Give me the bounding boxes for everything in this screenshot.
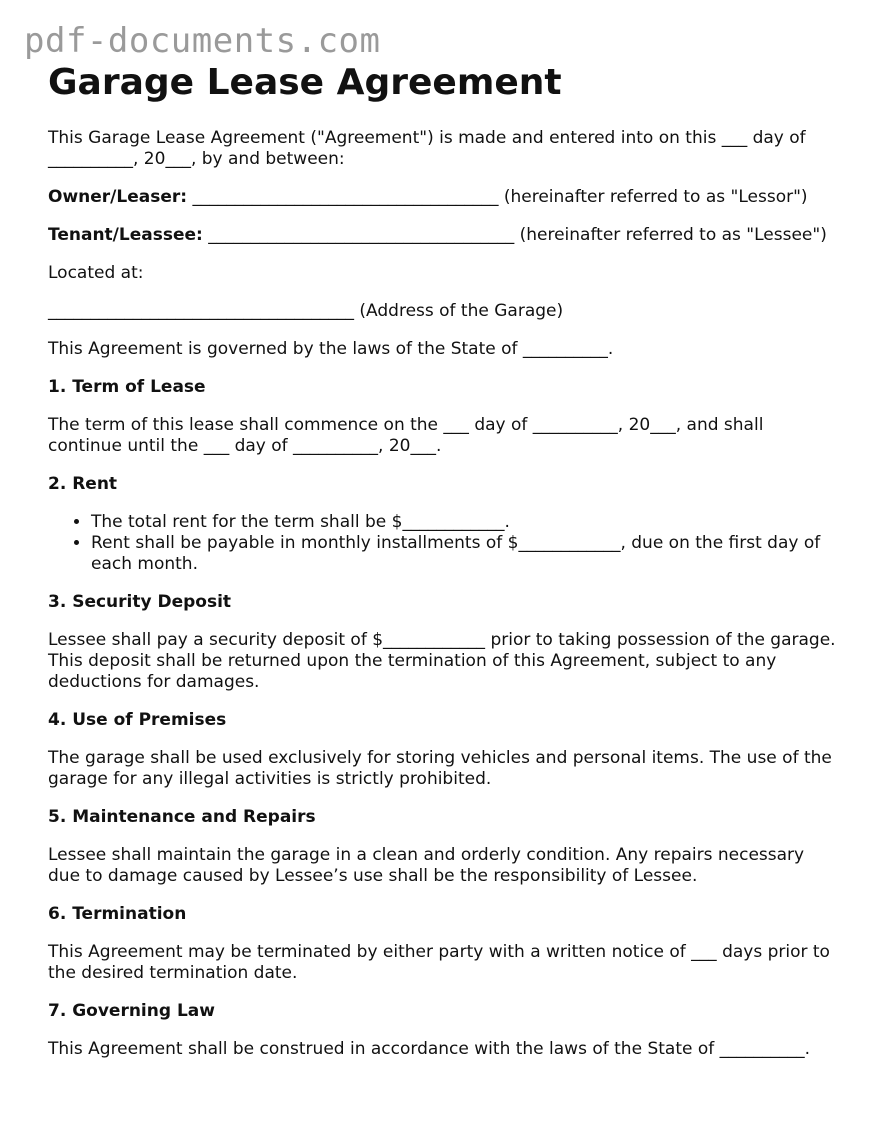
section-heading-maintenance: 5. Maintenance and Repairs xyxy=(48,807,316,827)
section-body-termination: This Agreement may be terminated by either party with a written notice of ___ days prior to the desired termination date. xyxy=(48,942,830,983)
owner-label: Owner/Leaser: xyxy=(48,187,188,207)
section-heading-rent: 2. Rent xyxy=(48,474,118,494)
list-item: • The total rent for the term shall be $____________. xyxy=(91,512,838,533)
address-line: ____________________________________ (Address of the Garage) xyxy=(48,301,564,321)
section-heading-term: 1. Term of Lease xyxy=(48,377,206,397)
tenant-text: ____________________________________ (hereinafter referred to as "Lessee") xyxy=(202,225,827,245)
section-body-maintenance: Lessee shall maintain the garage in a clean and orderly condition. Any repairs necessary due to damage caused by Lessee’s use shall be the responsibility of Lessee. xyxy=(48,845,805,886)
section-heading-governing: 7. Governing Law xyxy=(48,1001,215,1021)
tenant-label: Tenant/Leassee: xyxy=(48,225,203,245)
located-at-label: Located at: xyxy=(48,263,144,283)
owner-text: ____________________________________ (hereinafter referred to as "Lessor") xyxy=(187,187,808,207)
governed-paragraph: This Agreement is governed by the laws of the State of __________. xyxy=(48,339,614,359)
list-item: • Rent shall be payable in monthly installments of $____________, due on the first day of each month. xyxy=(91,533,838,575)
section-body-governing: This Agreement shall be construed in accordance with the laws of the State of __________. xyxy=(48,1039,811,1059)
section-body-deposit: Lessee shall pay a security deposit of $____________ prior to taking possession of the garage. This deposit shall be returned upon the termination of this Agreement, subject to any deductions for damages. xyxy=(48,630,836,692)
section-heading-deposit: 3. Security Deposit xyxy=(48,592,232,612)
section-heading-use: 4. Use of Premises xyxy=(48,710,227,730)
section-heading-termination: 6. Termination xyxy=(48,904,187,924)
section-body-use: The garage shall be used exclusively for storing vehicles and personal items. The use of the garage for any illegal activities is strictly prohibited. xyxy=(48,748,832,789)
section-body-term: The term of this lease shall commence on the ___ day of __________, 20___, and shall continue until the ___ day of __________, 20___. xyxy=(48,415,764,456)
document xyxy=(48,62,838,1077)
document-title: Garage Lease Agreement xyxy=(48,62,562,103)
owner-paragraph xyxy=(48,187,838,208)
tenant-paragraph xyxy=(48,225,838,246)
rent-list xyxy=(48,512,838,575)
watermark: pdf-documents.com xyxy=(24,21,381,61)
intro-paragraph: This Garage Lease Agreement ("Agreement") is made and entered into on this ___ day of __________, 20___, by and between: xyxy=(48,128,806,169)
